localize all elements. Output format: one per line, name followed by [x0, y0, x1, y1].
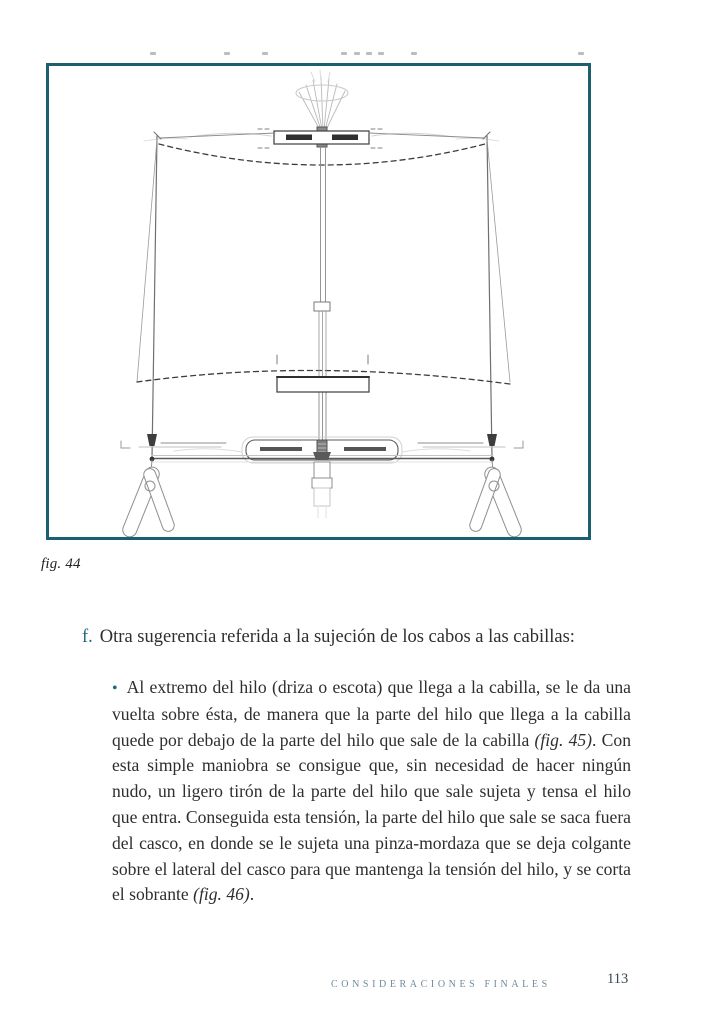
- crop-mark: [262, 52, 268, 55]
- item-f-heading: [82, 627, 575, 648]
- yard-crossbar: [144, 127, 499, 148]
- fig-46-reference: (fig. 46): [193, 884, 250, 905]
- item-heading-text: Otra sugerencia referida a la sujeción de los cabos a las cabillas:: [99, 627, 575, 647]
- right-post: [483, 132, 510, 458]
- left-clamp-clothespin: [121, 457, 176, 537]
- left-post: [137, 132, 161, 458]
- crop-mark: [341, 52, 347, 55]
- right-clamp-clothespin: [468, 457, 523, 537]
- right-belaying-pin: [418, 434, 523, 448]
- crop-mark: [411, 52, 417, 55]
- bullet-marker: •: [112, 680, 118, 697]
- figure-44-box: [46, 63, 591, 540]
- crop-mark: [354, 52, 360, 55]
- crop-mark: [150, 52, 156, 55]
- figure-caption: fig. 44: [41, 556, 81, 572]
- crop-mark: [224, 52, 230, 55]
- crop-mark: [378, 52, 384, 55]
- paragraph-segment: .: [249, 884, 255, 905]
- running-footer: CONSIDERACIONES FINALES: [331, 979, 551, 990]
- mast: [314, 147, 330, 440]
- left-belaying-pin: [121, 434, 226, 448]
- crop-mark: [578, 52, 584, 55]
- bullet-paragraph: [112, 675, 631, 908]
- item-letter: f.: [82, 627, 93, 647]
- fig-45-reference: (fig. 45): [534, 729, 593, 750]
- fife-table: [277, 377, 369, 392]
- mast-foot: [312, 452, 332, 518]
- page-number: 113: [607, 971, 629, 987]
- paragraph-segment: Al extremo del hilo (driza o escota) que llega a la cabilla, se le da una vuelta sobre ésta, de manera que la parte del hilo que llega a la cabilla quede por debajo de la parte del hilo que sale de la cabilla: [112, 677, 631, 750]
- masthead-rigging: [299, 70, 345, 130]
- figure-44-drawing: [49, 66, 588, 537]
- paragraph-segment: . Con esta simple maniobra se consigue que, sin necesidad de hacer ningún nudo, un ligero tirón de la parte del hilo que sale sujeta y tensa el hilo que entra. Conseguida esta tensión, la parte del hilo que sale se saca fuera del casco, en donde se le sujeta una pinza-mordaza que se deja colgante sobre el lateral del casco para que mantenga la tensión del hilo, y se corta el sobrante: [112, 729, 631, 905]
- crop-mark: [366, 52, 372, 55]
